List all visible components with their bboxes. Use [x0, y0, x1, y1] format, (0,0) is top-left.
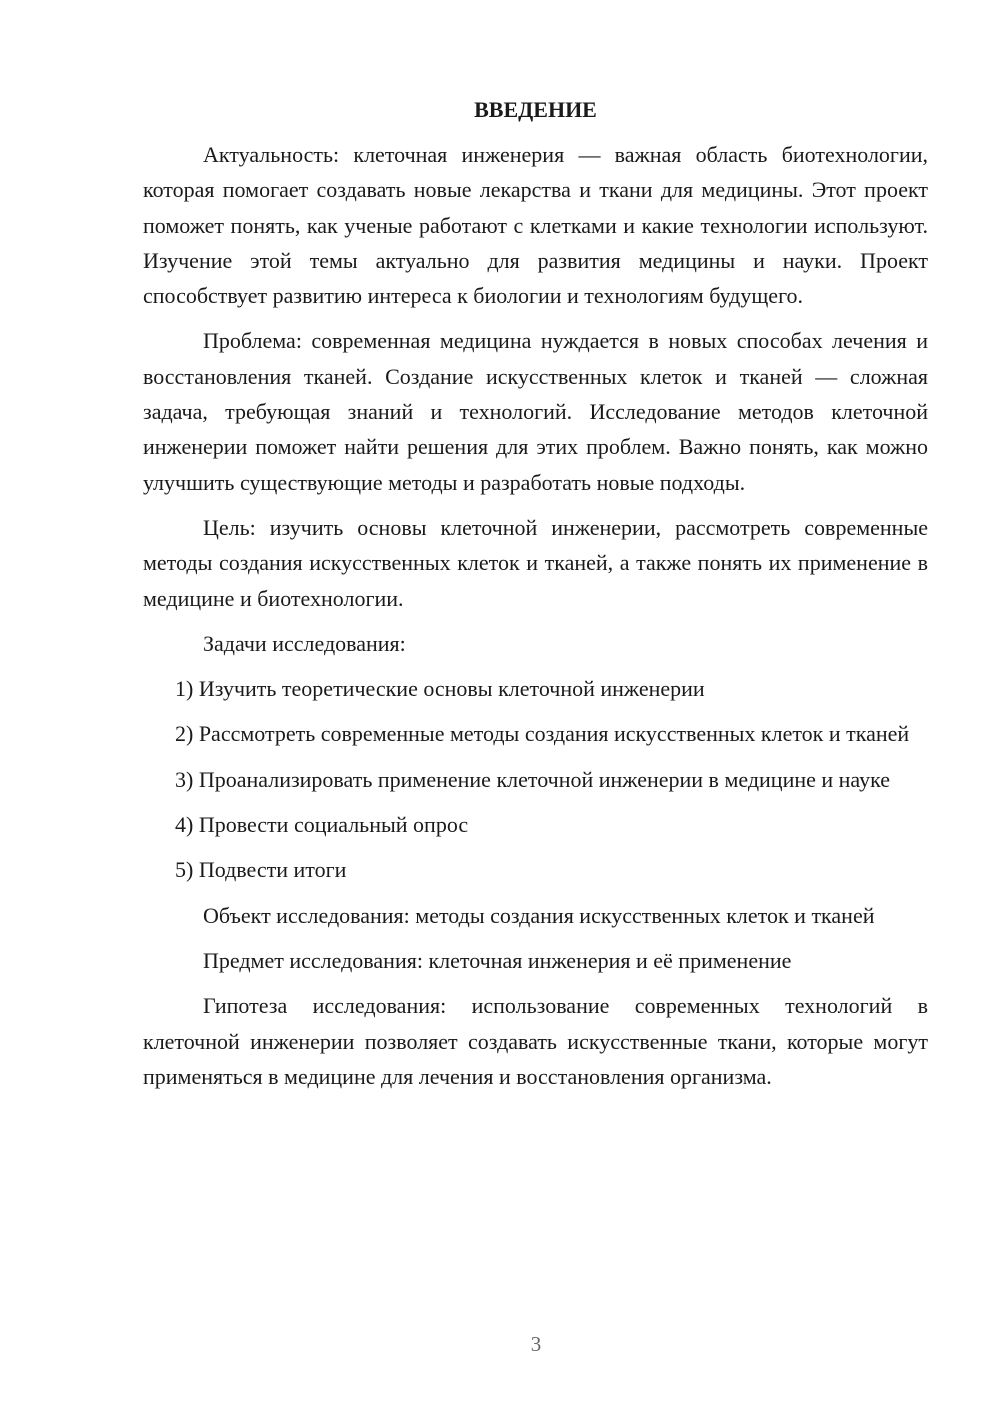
problem-paragraph: Проблема: современная медицина нуждается в новых способах лечения и восстановления тканей. Создание искусственных клеток и тканей — сложная задача, требующая знаний и технологий. Исследование методов клеточной инженерии поможет найти решения для этих проблем. Важно понять, как можно улучшить существующие методы и разработать новые подходы.	[143, 328, 928, 495]
hypothesis-paragraph: Гипотеза исследования: использование современных технологий в клеточной инженерии позволяет создавать искусственные ткани, которые могут применяться в медицине для лечения и восстановления организма.	[143, 993, 928, 1089]
list-item: 3) Проанализировать применение клеточной инженерии в медицине и науке	[175, 766, 890, 792]
relevance-paragraph: Актуальность: клеточная инженерия — важная область биотехнологии, которая помогает создавать новые лекарства и ткани для медицины. Этот проект поможет понять, как ученые работают с клетками и какие технологии используют. Изучение этой темы актуально для развития медицины и науки. Проект способствует развитию интереса к биологии и технологиям будущего.	[143, 142, 928, 309]
page-number: 3	[530, 1332, 542, 1356]
tasks-heading: Задачи исследования:	[203, 630, 406, 656]
goal-paragraph: Цель: изучить основы клеточной инженерии, рассмотреть современные методы создания искусственных клеток и тканей, а также понять их применение в медицине и биотехнологии.	[143, 514, 928, 611]
list-item: 2) Рассмотреть современные методы создания искусственных клеток и тканей	[175, 721, 910, 747]
list-item: 5) Подвести итоги	[175, 857, 347, 883]
subject-paragraph: Предмет исследования: клеточная инженерия и её применение	[203, 947, 792, 973]
page-title: ВВЕДЕНИЕ	[474, 97, 597, 122]
list-item: 1) Изучить теоретические основы клеточной инженерии	[175, 676, 705, 702]
list-item: 4) Провести социальный опрос	[175, 812, 469, 838]
object-paragraph: Объект исследования: методы создания искусственных клеток и тканей	[203, 902, 875, 928]
page-content	[143, 92, 928, 1104]
